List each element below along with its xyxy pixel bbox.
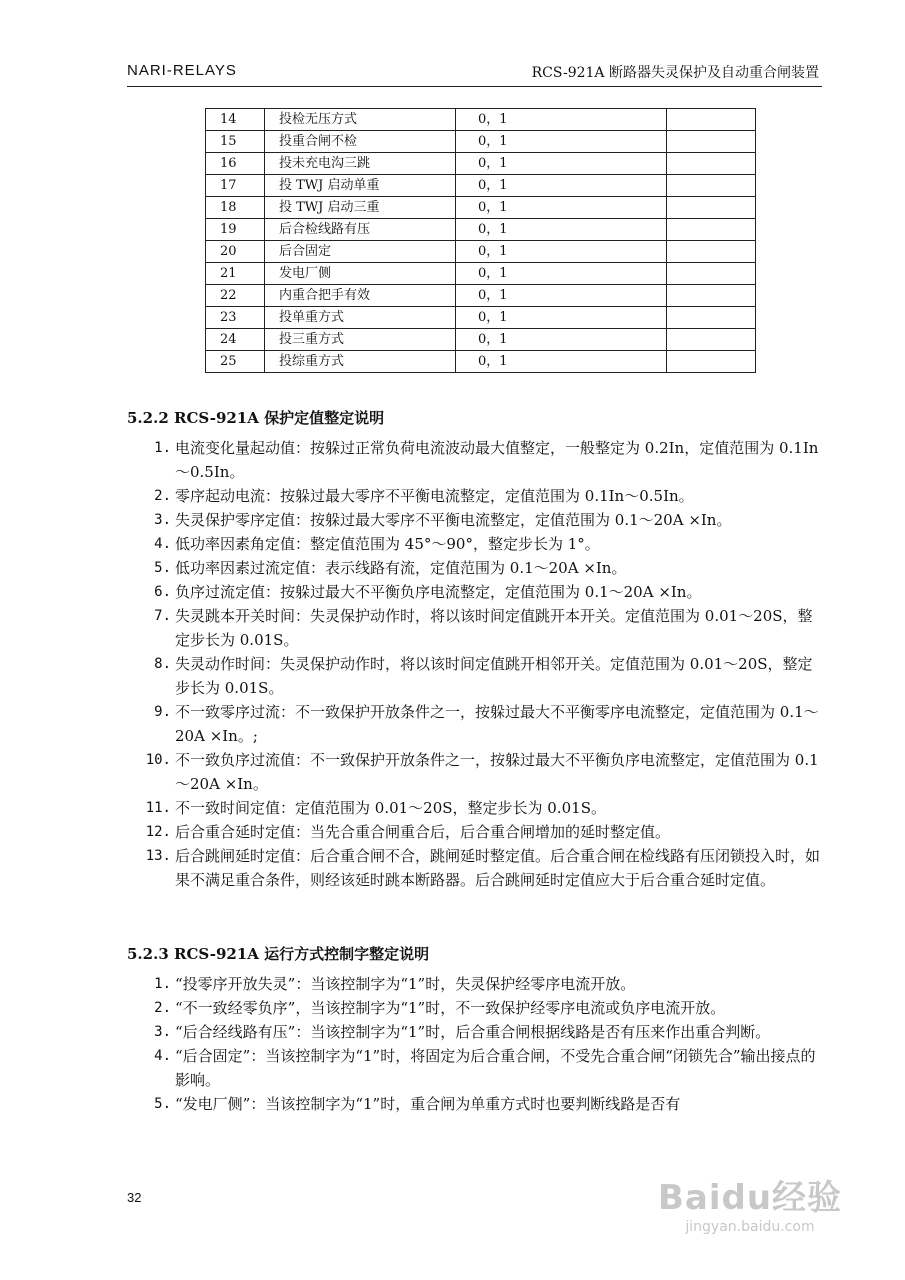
list-item-number: 3.: [154, 512, 171, 528]
row-value: 0，1: [456, 351, 667, 373]
list-item: [127, 748, 827, 796]
row-extra: [667, 219, 756, 241]
list-item-text: 低功率因素过流定值：表示线路有流，定值范围为 0.1～20A ×In。: [175, 559, 627, 577]
row-name: 投三重方式: [265, 329, 456, 351]
row-name: 投 TWJ 启动单重: [265, 175, 456, 197]
table-row: [206, 263, 756, 285]
row-value: 0，1: [456, 329, 667, 351]
list-item-text: 低功率因素角定值：整定值范围为 45°～90°，整定步长为 1°。: [175, 535, 600, 553]
list-item-text: “投零序开放失灵”：当该控制字为“1”时，失灵保护经零序电流开放。: [175, 975, 636, 993]
row-name: 投单重方式: [265, 307, 456, 329]
row-value: 0，1: [456, 175, 667, 197]
row-name: 投未充电沟三跳: [265, 153, 456, 175]
row-extra: [667, 329, 756, 351]
table-row: [206, 153, 756, 175]
row-extra: [667, 285, 756, 307]
row-value: 0，1: [456, 307, 667, 329]
list-item: [127, 996, 827, 1020]
list-item-number: 2.: [154, 488, 171, 504]
row-number: 22: [206, 285, 265, 307]
row-number: 25: [206, 351, 265, 373]
section-title-setting: 5.2.2 RCS-921A 保护定值整定说明: [127, 409, 385, 427]
row-extra: [667, 131, 756, 153]
row-extra: [667, 109, 756, 131]
list-item-number: 8.: [154, 656, 171, 672]
table-row: [206, 351, 756, 373]
baidu-watermark-logo: [655, 1170, 845, 1240]
row-extra: [667, 153, 756, 175]
row-number: 15: [206, 131, 265, 153]
row-number: 17: [206, 175, 265, 197]
control-word-list: [127, 972, 827, 1116]
list-item: [127, 844, 827, 892]
parameter-table: [205, 108, 756, 373]
list-item: [127, 700, 827, 748]
list-item: [127, 604, 827, 652]
list-item-number: 4.: [154, 1048, 171, 1064]
list-item-number: 7.: [154, 608, 171, 624]
row-value: 0，1: [456, 219, 667, 241]
table-row: [206, 307, 756, 329]
row-name: 投检无压方式: [265, 109, 456, 131]
table-row: [206, 175, 756, 197]
row-name: 发电厂侧: [265, 263, 456, 285]
watermark-brand: Baidu经验: [657, 1178, 843, 1218]
list-item-text: 失灵动作时间：失灵保护动作时，将以该时间定值跳开相邻开关。定值范围为 0.01～20S，整定步长为 0.01S。: [175, 655, 813, 697]
row-extra: [667, 241, 756, 263]
list-item: [127, 580, 827, 604]
row-name: 投综重方式: [265, 351, 456, 373]
row-number: 14: [206, 109, 265, 131]
table-row: [206, 241, 756, 263]
list-item-text: 失灵保护零序定值：按躲过最大零序不平衡电流整定，定值范围为 0.1～20A ×In。: [175, 511, 732, 529]
row-value: 0，1: [456, 241, 667, 263]
list-item: [127, 484, 827, 508]
list-item-text: 不一致负序过流值：不一致保护开放条件之一，按躲过最大不平衡负序电流整定，定值范围为 0.1～20A ×In。: [175, 751, 819, 793]
page-number: 32: [127, 1190, 142, 1205]
row-value: 0，1: [456, 153, 667, 175]
list-item: [127, 796, 827, 820]
list-item: [127, 1044, 827, 1092]
parameter-table-body: [206, 109, 756, 373]
row-name: 后合固定: [265, 241, 456, 263]
list-item: [127, 508, 827, 532]
watermark-url: jingyan.baidu.com: [685, 1219, 815, 1235]
list-item-text: “发电厂侧”：当该控制字为“1”时，重合闸为单重方式时也要判断线路是否有: [175, 1095, 681, 1113]
list-item-text: 零序起动电流：按躲过最大零序不平衡电流整定，定值范围为 0.1In～0.5In。: [175, 487, 694, 505]
row-name: 后合检线路有压: [265, 219, 456, 241]
row-number: 23: [206, 307, 265, 329]
row-number: 18: [206, 197, 265, 219]
list-item-text: “不一致经零负序”，当该控制字为“1”时，不一致保护经零序电流或负序电流开放。: [175, 999, 726, 1017]
header-rule: [127, 86, 822, 87]
list-item-text: 不一致时间定值：定值范围为 0.01～20S，整定步长为 0.01S。: [175, 799, 606, 817]
table-row: [206, 329, 756, 351]
row-number: 19: [206, 219, 265, 241]
list-item-number: 13.: [145, 848, 171, 864]
list-item: [127, 652, 827, 700]
section-title-control-word: 5.2.3 RCS-921A 运行方式控制字整定说明: [127, 945, 430, 963]
list-item-number: 12.: [145, 824, 171, 840]
list-item-text: 电流变化量起动值：按躲过正常负荷电流波动最大值整定，一般整定为 0.2In，定值范围为 0.1In～0.5In。: [175, 439, 819, 481]
table-row: [206, 285, 756, 307]
row-name: 内重合把手有效: [265, 285, 456, 307]
table-row: [206, 197, 756, 219]
row-number: 20: [206, 241, 265, 263]
row-extra: [667, 351, 756, 373]
row-value: 0，1: [456, 285, 667, 307]
list-item: [127, 436, 827, 484]
row-extra: [667, 263, 756, 285]
list-item-text: “后合固定”：当该控制字为“1”时，将固定为后合重合闸，不受先合重合闸“闭锁先合”输出接点的影响。: [175, 1047, 816, 1089]
list-item-text: 后合跳闸延时定值：后合重合闸不合，跳闸延时整定值。后合重合闸在检线路有压闭锁投入时，如果不满足重合条件，则经该延时跳本断路器。后合跳闸延时定值应大于后合重合延时定值。: [175, 847, 821, 889]
list-item-number: 3.: [154, 1024, 171, 1040]
header-doc-title: RCS-921A 断路器失灵保护及自动重合闸装置: [531, 65, 819, 81]
table-row: [206, 131, 756, 153]
list-item: [127, 972, 827, 996]
row-extra: [667, 175, 756, 197]
row-name: 投 TWJ 启动三重: [265, 197, 456, 219]
row-number: 24: [206, 329, 265, 351]
header-company: NARI-RELAYS: [127, 62, 237, 79]
list-item: [127, 820, 827, 844]
list-item-number: 9.: [154, 704, 171, 720]
list-item-number: 5.: [154, 1096, 171, 1112]
list-item-number: 1.: [154, 440, 171, 456]
list-item-number: 10.: [145, 752, 171, 768]
list-item: [127, 1020, 827, 1044]
list-item: [127, 532, 827, 556]
table-row: [206, 219, 756, 241]
list-item-number: 6.: [154, 584, 171, 600]
list-item-number: 1.: [154, 976, 171, 992]
row-number: 21: [206, 263, 265, 285]
list-item-text: 不一致零序过流：不一致保护开放条件之一，按躲过最大不平衡零序电流整定，定值范围为 0.1～20A ×In。;: [175, 703, 819, 745]
row-value: 0，1: [456, 197, 667, 219]
row-value: 0，1: [456, 263, 667, 285]
list-item-number: 4.: [154, 536, 171, 552]
list-item-number: 5.: [154, 560, 171, 576]
list-item-text: 失灵跳本开关时间：失灵保护动作时，将以该时间定值跳开本开关。定值范围为 0.01～20S，整定步长为 0.01S。: [175, 607, 813, 649]
row-name: 投重合闸不检: [265, 131, 456, 153]
row-value: 0，1: [456, 109, 667, 131]
row-number: 16: [206, 153, 265, 175]
setting-list: [127, 436, 827, 892]
list-item-number: 11.: [145, 800, 171, 816]
row-extra: [667, 197, 756, 219]
list-item-text: 负序过流定值：按躲过最大不平衡负序电流整定，定值范围为 0.1～20A ×In。: [175, 583, 702, 601]
list-item-text: “后合经线路有压”：当该控制字为“1”时，后合重合闸根据线路是否有压来作出重合判断。: [175, 1023, 771, 1041]
list-item-number: 2.: [154, 1000, 171, 1016]
table-row: [206, 109, 756, 131]
list-item-text: 后合重合延时定值：当先合重合闸重合后，后合重合闸增加的延时整定值。: [175, 823, 671, 841]
list-item: [127, 1092, 827, 1116]
row-extra: [667, 307, 756, 329]
list-item: [127, 556, 827, 580]
row-value: 0，1: [456, 131, 667, 153]
